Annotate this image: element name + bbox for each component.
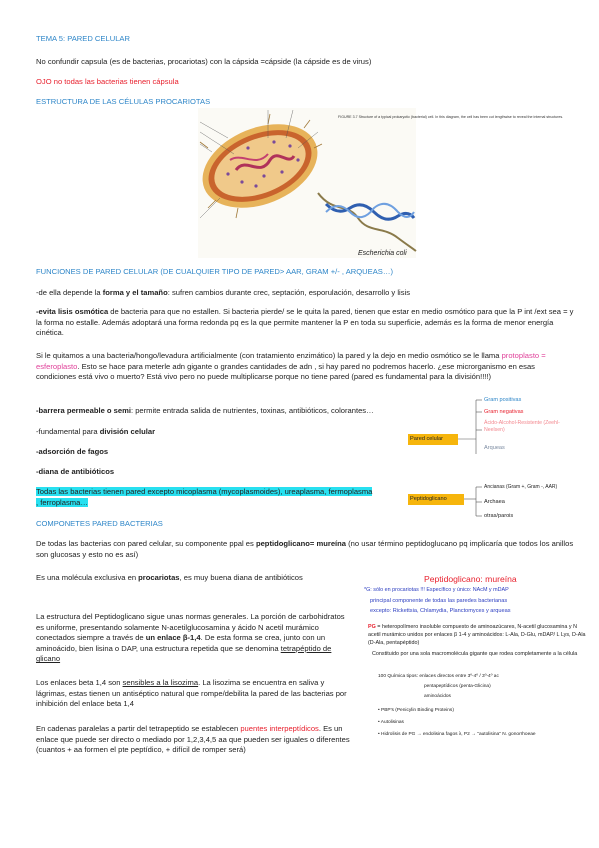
peptidoglicano-notes (362, 570, 592, 775)
diagram-item-6: otras/parois (484, 513, 514, 519)
diagram-item-3: Arqueas (484, 445, 505, 451)
svg-text:Escherichia coli: Escherichia coli (358, 250, 407, 257)
notes-line-5: Constituido por una sola macromolécula gigante que rodea completamente a la célula (372, 651, 578, 657)
pared-diagram (396, 394, 586, 524)
page-title: TEMA 5: PARED CELULAR (36, 34, 130, 43)
exclusiva-paragraph: Es una molécula exclusiva en procariotas, es muy buena diana de antibióticos (36, 573, 303, 582)
componentes-heading: COMPONETES PARED BACTERIAS (36, 519, 163, 528)
forma-paragraph: -de ella depende la forma y el tamaño: sufren cambios durante crec, septación, esporulación, desarrollo y lisis (36, 288, 410, 297)
prokaryote-cell-illustration (198, 108, 564, 258)
funciones-heading: FUNCIONES DE PARED CELULAR (DE CUALQUIER TIPO DE PARED> AAR, GRAM +/- , ARQUEAS…) (36, 267, 393, 276)
protoplasto-paragraph: Si le quitamos a una bacteria/hongo/levadura artificialmente (con tratamiento enzimático) la pared y la dejo en medio osmótico se le llama protoplasto = esferoplasto. Esto se hace para meterle adn gigante o grandes cantidades de adn , si hay pared no podremos hacerlo. ¿ese microrganismo en esas condiciones está vivo o muerto? Está vivo pero no puede multiplicarse porque no tiene pared (pared es fundamental para la división!!!!) (36, 351, 546, 382)
diagram-item-1: Gram negativas (484, 409, 524, 415)
lisis-paragraph: -evita lisis osmótica de bacteria para que no estallen. Si bacteria pierde/ se le quita la pared, tienen que estar en medio osmótico para que la P int /ext sea = y la forma no estalle. Además adoptará una forma redonda pq es la que permite mantener la P en toda su superficie, además es la forma de menor energía cinética. (36, 307, 574, 338)
notes-line-3: excepto: Rickettsia, Chlamydia, Planctomyces y arqueas (370, 608, 511, 614)
notes-line-9: • Hidrolisis de PG → endolisina fagos λ, P2 → "autolisina" N. gonorrhoeae (378, 732, 536, 737)
peptidoglicano-label: Peptidoglicano (410, 496, 447, 502)
fagos-paragraph: -adsorción de fagos (36, 447, 109, 456)
notes-line-4: PG = heteropolímero insoluble compuesto de aminoazúcares, N-acetil glucosamina y N acetil murámico unidos por enlaces β 1-4 y aminoácidos: L-Ala, D-Glu, mDAP/ L Lys, D-Ala (D-Ala, pentapéptido) (368, 624, 586, 646)
diagram-item-5: Archaea (484, 499, 505, 505)
notes-line-6: 100 Química tipos: enlaces directos entre 3º-4º / 3º-4º ac (378, 674, 499, 679)
estructura-paragraph: La estructura del Peptidoglicano sigue unas normas generales. La porción de carbohidratos es uniforme, presentando solamente N-acetilglucosamina y ácido N acetil murámico conectados siempre a través de un enlace β-1,4. De esta forma se crea, junto con un aminoácido, bien lisina o DAP, una estructura repetida que se denomina tetrapéptido de glicano (36, 612, 345, 664)
notes-line-2: principal componente de todas las paredes bacterianas (370, 598, 508, 604)
cadenas-paragraph: En cadenas paralelas a partir del tetrapeptido se establecen puentes interpeptídicos. Es un enlace que puede ser directo o mediado por 1,2,3,4,5 aa que pueden ser iguales o diferentes (cuantos + aa formen el pte peptídico, + difícil de romper será) (36, 724, 350, 755)
division-paragraph: -fundamental para división celular (36, 427, 156, 436)
barrera-paragraph: -barrera permeable o semi: permite entrada salida de nutrientes, toxinas, antibióticos, colorantes… (36, 406, 374, 415)
todas-bacterias-paragraph: Todas las bacterias tienen pared excepto micoplasma (mycoplasmoides), ureaplasma, fermoplasma , ferroplasma… (36, 487, 373, 507)
estructura-heading: ESTRUCTURA DE LAS CÉLULAS PROCARIOTAS (36, 97, 211, 106)
detodas-paragraph: De todas las bacterias con pared celular, su componente ppal es peptidoglicano= mureína (no usar término peptidoglucano pq implicaría que todos los anillos son glucosas y esto no es así) (36, 539, 574, 559)
notes-line-7: • PBP's (Penicylin Binding Proteins) (378, 708, 454, 713)
figure-caption-text: FIGURE 3.7 Structure of a typical prokaryotic (bacterial) cell. In this diagram, the cell has been cut lengthwise to reveal the internal structures. (338, 115, 564, 119)
ojo-note: OJO no todas las bacterias tienen cápsula (36, 77, 179, 86)
notes-line-1: *G: sólo en procariotas !!! Específico y único: NAcM y mDAP (364, 587, 509, 593)
diana-paragraph: -diana de antibióticos (36, 467, 115, 476)
capsula-note: No confundir capsula (es de bacterias, procariotas) con la cápsida =cápside (la cápside es de virus) (36, 57, 372, 66)
notes-line-6b: pentapeptídicos (penta-Glicina) (424, 684, 491, 689)
diagram-item-0: Gram positivas (484, 397, 522, 403)
prokaryote-figure (198, 108, 564, 258)
enlaces-paragraph: Los enlaces beta 1,4 son sensibles a la lisozima. La lisozima se encuentra en saliva y lágrimas, estas tienen un antiséptico natural que rompe/debilita la pared de las bacterias por inhibición del enlace beta 1,4 (36, 678, 347, 709)
diagram-item-4: Ancianas (Gram +, Gram -, AAR) (484, 484, 558, 490)
diagram-item-2: Ácido-Alcohol-Resistente (Zeehl-Neelsen) (484, 420, 560, 433)
notes-line-8: • Autolisinas (378, 720, 404, 725)
notes-title: Peptidoglicano: mureína (424, 574, 517, 584)
notes-line-6c: aminoácidos (424, 694, 451, 699)
pared-celular-label: Pared celular (410, 436, 443, 442)
